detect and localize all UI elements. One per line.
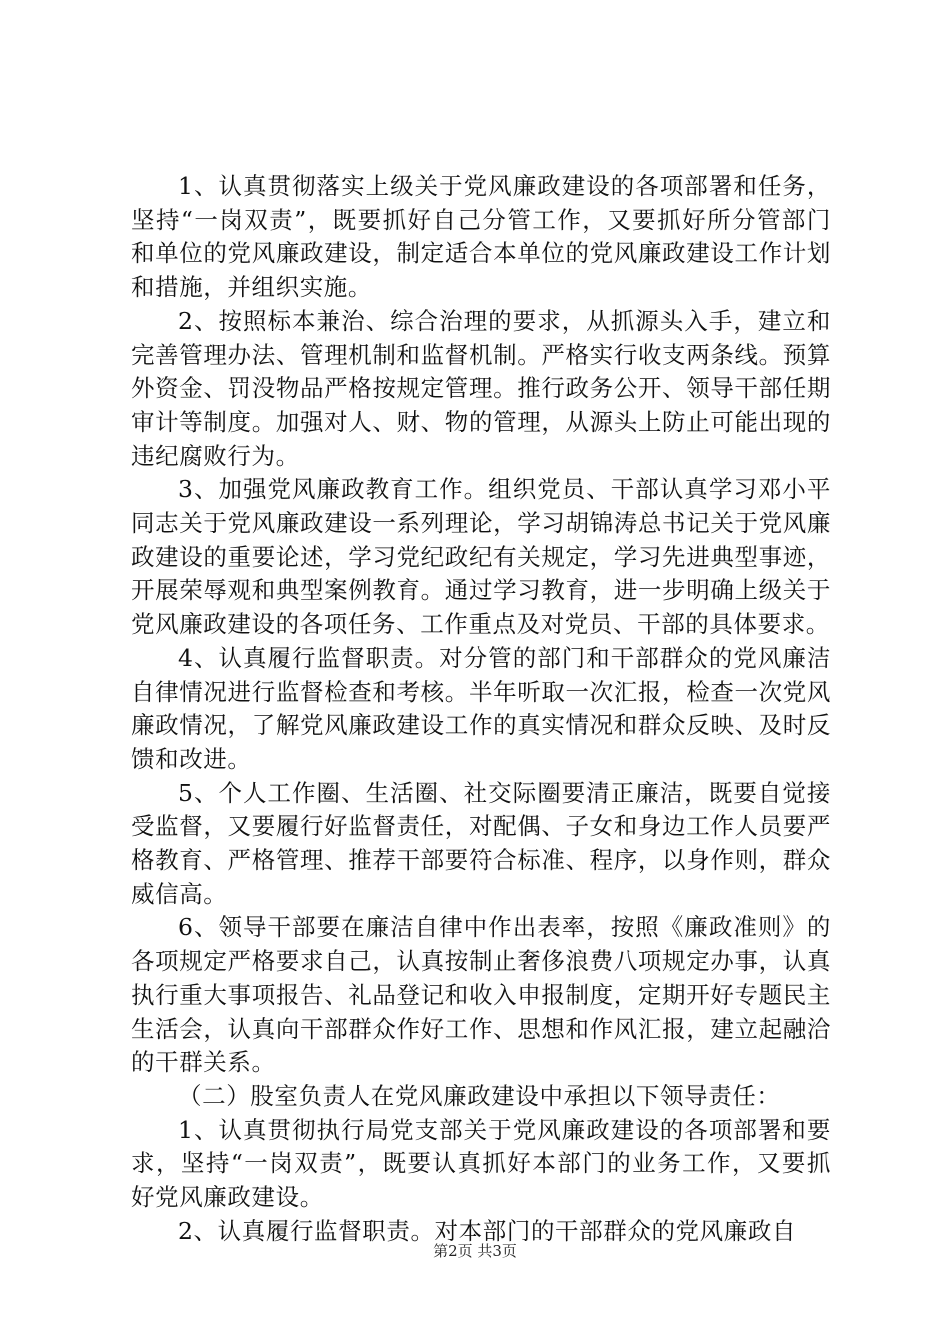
paragraph-6: 6、领导干部要在廉洁自律中作出表率，按照《廉政准则》的各项规定严格要求自己，认真按制止奢侈浪费八项规定办事，认真执行重大事项报告、礼品登记和收入申报制度，定期开好专题民主生活会，认真向干部群众作好工作、思想和作风汇报，建立起融洽的干群关系。: [131, 913, 831, 1077]
paragraph-5: 5、个人工作圈、生活圈、社交际圈要清正廉洁，既要自觉接受监督，又要履行好监督责任，对配偶、子女和身边工作人员要严格教育、严格管理、推荐干部要符合标准、程序，以身作则，群众威信高。: [131, 778, 831, 908]
paragraph-7: 1、认真贯彻执行局党支部关于党风廉政建设的各项部署和要求，坚持“一岗双责”，既要认真抓好本部门的业务工作，又要抓好党风廉政建设。: [131, 1115, 831, 1212]
paragraph-1: 1、认真贯彻落实上级关于党风廉政建设的各项部署和任务，坚持“一岗双责”，既要抓好自己分管工作，又要抓好所分管部门和单位的党风廉政建设，制定适合本单位的党风廉政建设工作计划和措施，并组织实施。: [131, 172, 831, 302]
paragraph-4: 4、认真履行监督职责。对分管的部门和干部群众的党风廉洁自律情况进行监督检查和考核。半年听取一次汇报，检查一次党风廉政情况，了解党风廉政建设工作的真实情况和群众反映、及时反馈和改进。: [131, 643, 831, 773]
paragraph-8: 2、认真履行监督职责。对本部门的干部群众的党风廉政自: [178, 1216, 797, 1245]
paragraph-3: 3、加强党风廉政教育工作。组织党员、干部认真学习邓小平同志关于党风廉政建设一系列理论，学习胡锦涛总书记关于党风廉政建设的重要论述，学习党纪政纪有关规定，学习先进典型事迹，开展荣辱观和典型案例教育。通过学习教育，进一步明确上级关于党风廉政建设的各项任务、工作重点及对党员、干部的具体要求。: [131, 475, 831, 639]
section-heading: （二）股室负责人在党风廉政建设中承担以下领导责任：: [178, 1081, 781, 1110]
document-body: [131, 170, 831, 1249]
page-number: 第2页 共3页: [433, 1242, 517, 1260]
paragraph-2: 2、按照标本兼治、综合治理的要求，从抓源头入手，建立和完善管理办法、管理机制和监督机制。严格实行收支两条线。预算外资金、罚没物品严格按规定管理。推行政务公开、领导干部任期审计等制度。加强对人、财、物的管理，从源头上防止可能出现的违纪腐败行为。: [131, 306, 831, 470]
